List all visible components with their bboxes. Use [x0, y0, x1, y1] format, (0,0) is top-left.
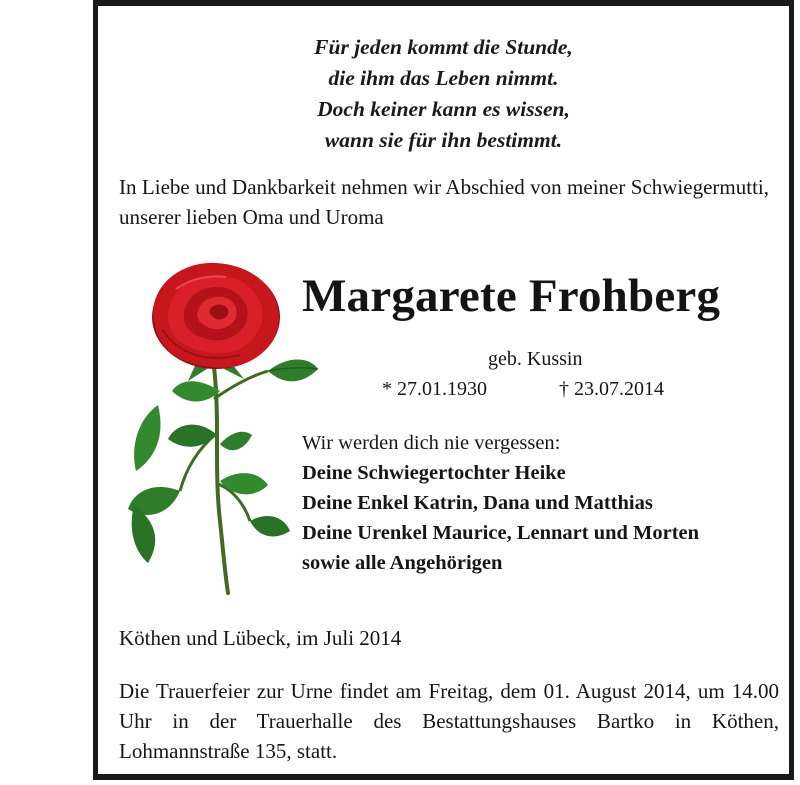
- deceased-name: Margarete Frohberg: [302, 270, 721, 322]
- mourners-list: [302, 428, 699, 578]
- poem-line: Für jeden kommt die Stunde,: [314, 35, 573, 59]
- poem: [98, 32, 789, 156]
- funeral-notice: Die Trauerfeier zur Urne findet am Freitag, dem 01. August 2014, um 14.00 Uhr in der Trauerhalle des Bestattungshauses Bartko in Köthen, Lohmannstraße 135, statt.: [119, 679, 779, 763]
- mourner-line: Deine Urenkel Maurice, Lennart und Morten: [302, 522, 700, 544]
- rose-illustration: [128, 259, 318, 595]
- poem-line: Doch keiner kann es wissen,: [317, 97, 570, 121]
- mourner-line: sowie alle Angehörigen: [302, 552, 503, 574]
- poem-line: die ihm das Leben nimmt.: [328, 66, 559, 90]
- maiden-name: geb. Kussin: [488, 348, 583, 370]
- poem-line: wann sie für ihn bestimmt.: [324, 128, 563, 152]
- birth-date: * 27.01.1930: [382, 378, 487, 400]
- mourner-line: Deine Schwiegertochter Heike: [302, 462, 566, 484]
- intro-text: In Liebe und Dankbarkeit nehmen wir Abschied von meiner Schwiegermutti, unserer lieben Oma und Uroma: [119, 175, 769, 229]
- obituary-notice: [93, 0, 794, 780]
- place-date: Köthen und Lübeck, im Juli 2014: [119, 626, 402, 650]
- mourners-intro: Wir werden dich nie vergessen:: [302, 432, 561, 454]
- death-date: † 23.07.2014: [559, 378, 664, 400]
- mourner-line: Deine Enkel Katrin, Dana und Matthias: [302, 492, 653, 514]
